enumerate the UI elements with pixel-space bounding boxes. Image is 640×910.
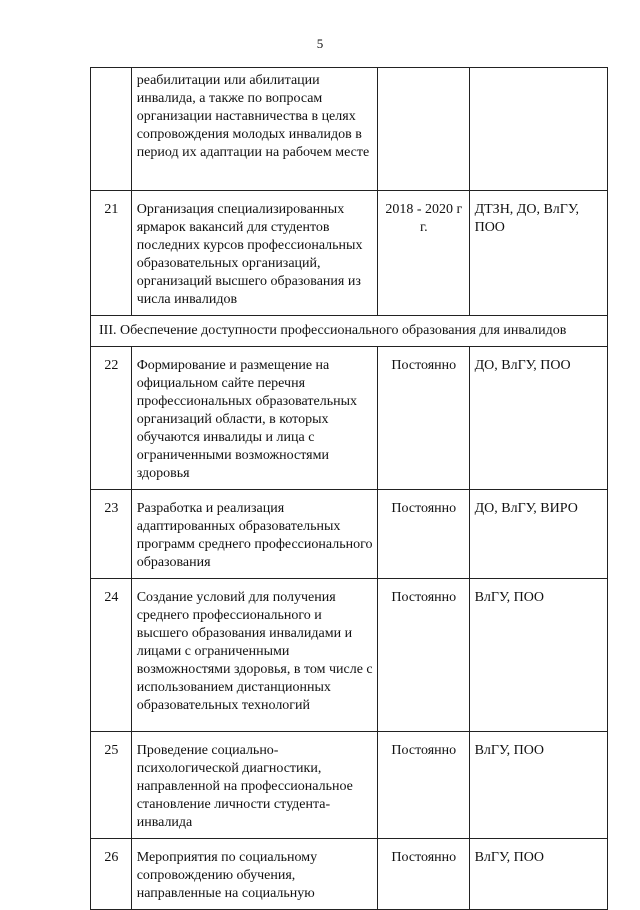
table-row <box>91 732 608 839</box>
measure-name: реабилитации или абилитации инвалида, а также по вопросам организации наставничества в целях сопровождения молодых инвалидов в период их адаптации на рабочем месте <box>131 68 377 191</box>
measure-name: Создание условий для получения среднего профессионального и высшего образования инвалидами и лицами с ограниченными возможностями здоровья, в том числе с использованием дистанционных образовательных технологий <box>131 579 377 732</box>
measure-term: Постоянно <box>377 732 469 839</box>
measures-table <box>90 67 608 910</box>
row-number: 24 <box>91 579 132 732</box>
table-row <box>91 347 608 490</box>
measure-term: Постоянно <box>377 839 469 910</box>
section-heading: III. Обеспечение доступности профессионального образования для инвалидов <box>91 316 608 347</box>
measure-responsible: ДТЗН, ДО, ВлГУ, ПОО <box>469 191 607 316</box>
row-number: 22 <box>91 347 132 490</box>
measure-name: Организация специализированных ярмарок вакансий для студентов последних курсов профессиональных образовательных организаций, организаций высшего образования из числа инвалидов <box>131 191 377 316</box>
row-number <box>91 68 132 191</box>
measure-term: 2018 - 2020 г г. <box>377 191 469 316</box>
section-row <box>91 316 608 347</box>
measure-term: Постоянно <box>377 347 469 490</box>
measure-term: Постоянно <box>377 490 469 579</box>
measure-term: Постоянно <box>377 579 469 732</box>
page-number: 5 <box>316 36 324 51</box>
row-number: 26 <box>91 839 132 910</box>
measure-responsible: ВлГУ, ПОО <box>469 732 607 839</box>
table-row <box>91 490 608 579</box>
measure-responsible: ВлГУ, ПОО <box>469 839 607 910</box>
table-row <box>91 191 608 316</box>
measure-responsible: ВлГУ, ПОО <box>469 579 607 732</box>
table-row <box>91 68 608 191</box>
table-row <box>91 579 608 732</box>
measure-responsible: ДО, ВлГУ, ПОО <box>469 347 607 490</box>
measure-name: Разработка и реализация адаптированных образовательных программ среднего профессионального образования <box>131 490 377 579</box>
measure-term <box>377 68 469 191</box>
row-number: 23 <box>91 490 132 579</box>
measure-responsible: ДО, ВлГУ, ВИРО <box>469 490 607 579</box>
table-row <box>91 839 608 910</box>
row-number: 25 <box>91 732 132 839</box>
measure-name: Формирование и размещение на официальном сайте перечня профессиональных образовательных организаций области, в которых обучаются инвалиды и лица с ограниченными возможностями здоровья <box>131 347 377 490</box>
row-number: 21 <box>91 191 132 316</box>
measure-responsible <box>469 68 607 191</box>
measure-name: Проведение социально-психологической диагностики, направленной на профессиональное становление личности студента-инвалида <box>131 732 377 839</box>
measure-name: Мероприятия по социальному сопровождению обучения, направленные на социальную <box>131 839 377 910</box>
